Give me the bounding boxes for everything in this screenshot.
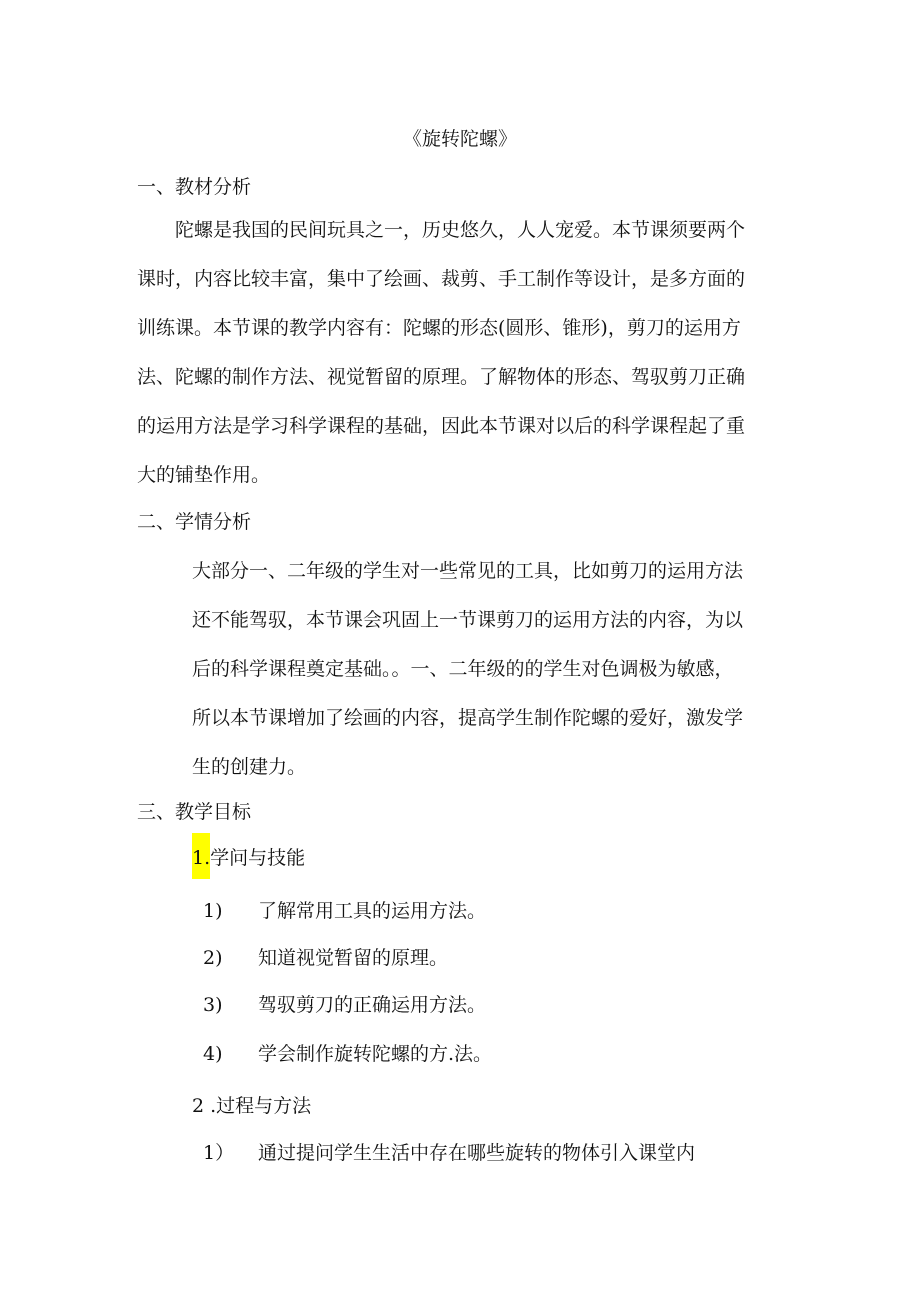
paragraph-line: 法、陀螺的制作方法、视觉暂留的原理。了解物体的形态、驾驭剪刀正确	[137, 366, 746, 388]
section-heading-teaching-goals: 三、教学目标	[137, 801, 252, 823]
goal-item-number: 2)	[203, 947, 223, 969]
goal-item-number: 3)	[203, 994, 223, 1016]
paragraph-line: 还不能驾驭，本节课会巩固上一节课剪刀的运用方法的内容，为以	[192, 609, 744, 631]
goal-item-text: 通过提问学生生活中存在哪些旋转的物体引入课堂内	[258, 1142, 696, 1164]
paragraph-line: 陀螺是我国的民间玩具之一，历史悠久，人人宠爱。本节课须要两个	[175, 219, 746, 241]
paragraph-line: 所以本节课增加了绘画的内容，提高学生制作陀螺的爱好，激发学	[192, 707, 744, 729]
paragraph-learner-analysis	[192, 547, 780, 792]
paragraph-line: 大的铺垫作用。	[137, 464, 271, 486]
goal-item-text: 知道视觉暂留的原理。	[258, 947, 449, 969]
paragraph-line: 后的科学课程奠定基础。。一、二年级的的学生对色调极为敏感，	[192, 658, 734, 680]
goal-item-text: 驾驭剪刀的正确运用方法。	[258, 994, 487, 1016]
highlighted-number: 1.	[192, 833, 210, 879]
goal-item-text: 学会制作旋转陀螺的方.法。	[258, 1043, 493, 1065]
subheading-label: 学问与技能	[210, 847, 306, 869]
section-heading-textbook-analysis: 一、教材分析	[137, 176, 252, 198]
paragraph-textbook-analysis	[137, 206, 780, 500]
paragraph-line: 生的创建力。	[192, 756, 307, 778]
paragraph-line: 大部分一、二年级的学生对一些常见的工具，比如剪刀的运用方法	[192, 560, 744, 582]
subheading-process-methods	[192, 1091, 311, 1121]
goal-item-number: 1)	[203, 900, 223, 922]
document-title: 《旋转陀螺》	[402, 128, 517, 150]
paragraph-line: 训练课。本节课的教学内容有：陀螺的形态(圆形、锥形)，剪刀的运用方	[137, 317, 741, 339]
subheading-label: .过程与方法	[210, 1095, 312, 1117]
goal-item-number: 1）	[203, 1142, 235, 1164]
goal-item-number: 4)	[203, 1043, 223, 1065]
paragraph-line: 的运用方法是学习科学课程的基础，因此本节课对以后的科学课程起了重	[137, 415, 746, 437]
paragraph-line: 课时，内容比较丰富，集中了绘画、裁剪、手工制作等设计，是多方面的	[137, 268, 746, 290]
subheading-number: 2	[192, 1095, 205, 1117]
subheading-knowledge-skills	[192, 843, 305, 879]
goal-item-text: 了解常用工具的运用方法。	[258, 900, 487, 922]
section-heading-learner-analysis: 二、学情分析	[137, 511, 252, 533]
